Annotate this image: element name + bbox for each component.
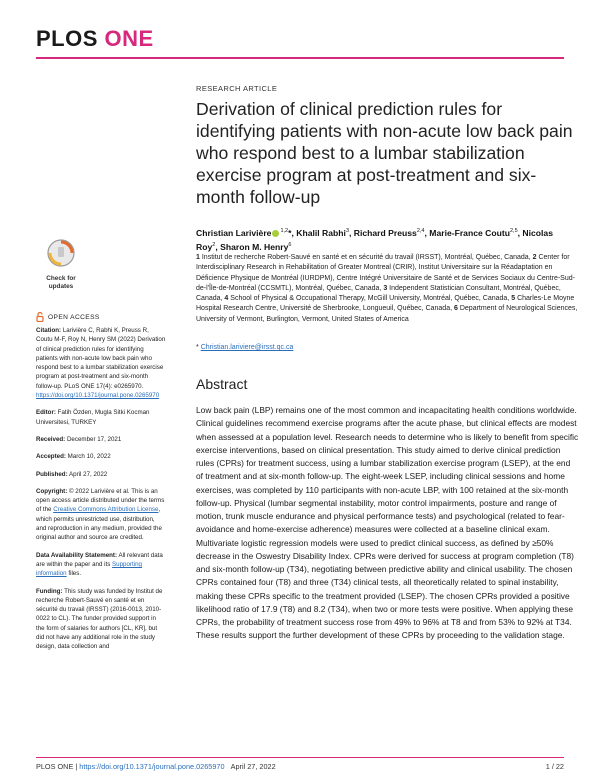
published-date: April 27, 2022 [69,470,108,478]
article-metadata-sidebar [36,326,166,660]
corresponding-author [196,344,293,351]
footer-journal: PLOS ONE [36,762,74,771]
article-type-label: RESEARCH ARTICLE [196,84,278,93]
orcid-icon[interactable] [272,230,279,237]
received-label: Received: [36,435,66,443]
affiliation-text: Independent Statistician Consultant, Montréal, Québec, Canada, [196,284,561,303]
editor-text: Fatih Özden, Mugla Sitki Kocman Universitesi, TURKEY [36,409,150,426]
affiliation-text: Center for Interdisciplinary Research in Rehabilitation of Greater Montreal (CRIR), Institut Universitaire sur la Réadaptation en Déficience Physique de Montréal (IURDPM), Centre Intégré Universitaire de Santé et de Services Sociaux du Centre-Sud-de-l'Île-de-Montréal (CCSMTL), Montréal, Québec, Canada, [196,254,575,292]
affiliation-text: Charles-Le Moyne Hospital Research Centre, Université de Sherbrooke, Longueuil, Québec, Canada, [196,295,575,313]
author-name: Marie-France Coutu [429,227,510,238]
published-block [36,470,166,479]
author-name: Richard Preuss [353,227,417,238]
copyright-label: Copyright: [36,487,68,495]
citation-text: Larivière C, Rabhi K, Preuss R, Coutu M-F, Roy N, Henry SM (2022) Derivation of clinical prediction rules for identifying patients with non-acute low back pain who respond best to a lumbar stabilization exercise program at post-treatment and six-month follow-up. PLoS ONE 17(4): e0265970. [36,327,166,390]
affiliation-number: 6 [454,305,458,313]
funding-text: This study was funded by Institut de recherche Robert-Sauvé en santé et en sécurité du travail (IRSST) (2016-0013, 2010-0022 to CL). The funder provided support in the form of salaries for authors [CL, KR], but did not have any additional role in the study design, data collection and [36,587,163,651]
author-affiliation-sup: 2 [212,242,216,249]
published-label: Published: [36,470,68,478]
author-name: Christian Larivière [196,227,272,238]
citation-block [36,326,166,400]
footer-citation [36,762,276,771]
check-updates-label: Check for updates [46,275,76,290]
logo-one: ONE [104,26,154,51]
footer-separator: | [75,762,78,771]
author-list: Christian Larivière $^{1,2}$*, Khalil Rabhi$^3$, Richard Preuss$^{2,4}$, Marie-France Coutu$^{2,5}$, Nicolas Roy$^2$, Sharon M. Henry$^6$ [196,227,553,253]
data-availability-label: Data Availability Statement: [36,551,118,559]
affiliation-number: 1 [196,254,200,261]
corresponding-mark: * [196,344,199,351]
data-availability-block [36,551,166,579]
funding-label: Funding: [36,587,63,595]
accepted-block [36,452,166,461]
affiliation-text: School of Physical & Occupational Therapy, McGill University, Montréal, Québec, Canada, [230,295,510,303]
author-name: Sharon M. Henry [220,242,289,253]
open-access-badge [36,312,100,322]
check-for-updates-badge[interactable] [36,238,86,290]
affiliation-number: 2 [532,254,537,261]
corresponding-email-link[interactable]: Christian.lariviere@irsst.qc.ca [200,344,294,351]
funding-block [36,587,166,652]
license-link[interactable]: Creative Commons Attribution License [53,506,159,514]
abstract-text: Low back pain (LBP) remains one of the most common and incapacitating health conditions worldwide. Clinical guidelines recommend exercise programs after the acute phase, but clinical effects are modest when assessed at a population level. Research needs to determine who is likely to benefit from specific exercise interventions, based on clinical presentation. This study aimed to derive clinical prediction rules (CPRs) for treatment success, using a lumbar stabilization exercise program (LSEP), at the end of treatment and at six-month follow-up. The eight-week LSEP, including clinical sessions and home exercises, was completed by 110 participants with non-acute LBP, with 100 retained at the six-month follow-up. Physical (lumbar segmental instability, motor control impairments, posture and range of motion, trunk muscle endurance and physical performance tests) and psychological (related to fear-avoidance and home-exercise adherence) measures were collected at a baseline clinical exam. Multivariate logistic regression models were used to predict clinical success, as defined by ≥50% decrease in the Oswestry Disability Index. CPRs were derived for success at program completion (T8) and six-month follow-up (T34), negotiating between predictive ability and clinical usability. The chosen CPRs contained four (T8) and three (T34) clinical tests, all theoretically related to spinal instability, making these CPRs specific to the treatment provided (LSEP). The chosen CPRs provided a positive likelihood ratio of 17.9 (T8) and 8.2 (T34), when two or more tests were positive. When applying these CPRs, the probability of treatment success rose from 49% to 96% at T8 and from 53% to 92% at T34. These results support the further development of these CPRs by proceeding to the validation stage. [196,405,579,641]
copyright-text-2: , which permits unrestricted use, distribution, and reproduction in any medium, provided the original author and source are credited. [36,506,162,542]
open-lock-icon [36,312,44,322]
abstract-heading: Abstract [196,376,248,392]
data-availability-text-1: All relevant data are within the paper and its [36,551,163,568]
affiliation-list [196,253,578,325]
editor-block [36,408,166,427]
received-block [36,435,166,444]
affiliation-text: Department of Neurological Sciences, University of Vermont, Burlington, Vermont, United States of America [196,305,578,323]
received-date: December 17, 2021 [66,435,122,443]
accepted-label: Accepted: [36,453,66,461]
page-number: 1 / 22 [545,762,564,771]
footer-date: April 27, 2022 [230,762,276,771]
footer-doi-link[interactable]: https://doi.org/10.1371/journal.pone.0265970 [79,762,225,771]
check-updates-icon [36,238,86,268]
author-affiliation-sup: 2,4 [416,228,425,234]
author-affiliation-sup: 6 [288,242,292,249]
copyright-block [36,487,166,543]
citation-label: Citation: [36,327,62,334]
citation-doi-link[interactable]: https://doi.org/10.1371/journal.pone.0265970 [36,392,160,400]
author-name: Khalil Rabhi [296,227,346,238]
article-title: Derivation of clinical prediction rules for identifying patients with non-acute low back pain who respond best to a lumbar stabilization exercise program at post-treatment and six-month follow-up [196,99,573,207]
supporting-information-link[interactable]: Supporting information [36,560,142,578]
author-affiliation-sup: 1,2 [280,228,289,234]
editor-label: Editor: [36,409,56,417]
affiliation-number: 4 [224,295,229,303]
accepted-date: March 10, 2022 [67,453,111,461]
author-name: Nicolas Roy [196,227,553,253]
open-access-label: OPEN ACCESS [48,313,100,321]
affiliation-number: 5 [511,295,516,303]
page-footer [36,762,564,771]
logo-plos: PLOS [36,26,98,51]
journal-logo[interactable] [36,26,154,52]
affiliation-number: 3 [383,284,388,292]
corresponding-author-mark: * [288,227,292,238]
copyright-text-1: © 2022 Larivière et al. This is an open access article distributed under the terms of the [36,487,165,514]
footer-divider [36,757,564,758]
author-affiliation-sup: 3 [345,228,349,234]
author-affiliation-sup: 2,5 [509,228,518,234]
header-divider [36,57,564,59]
affiliation-text: Institut de recherche Robert-Sauvé en santé et en sécurité du travail (IRSST), Montréal, Québec, Canada, [201,254,531,261]
data-availability-text-2: files. [68,570,82,578]
